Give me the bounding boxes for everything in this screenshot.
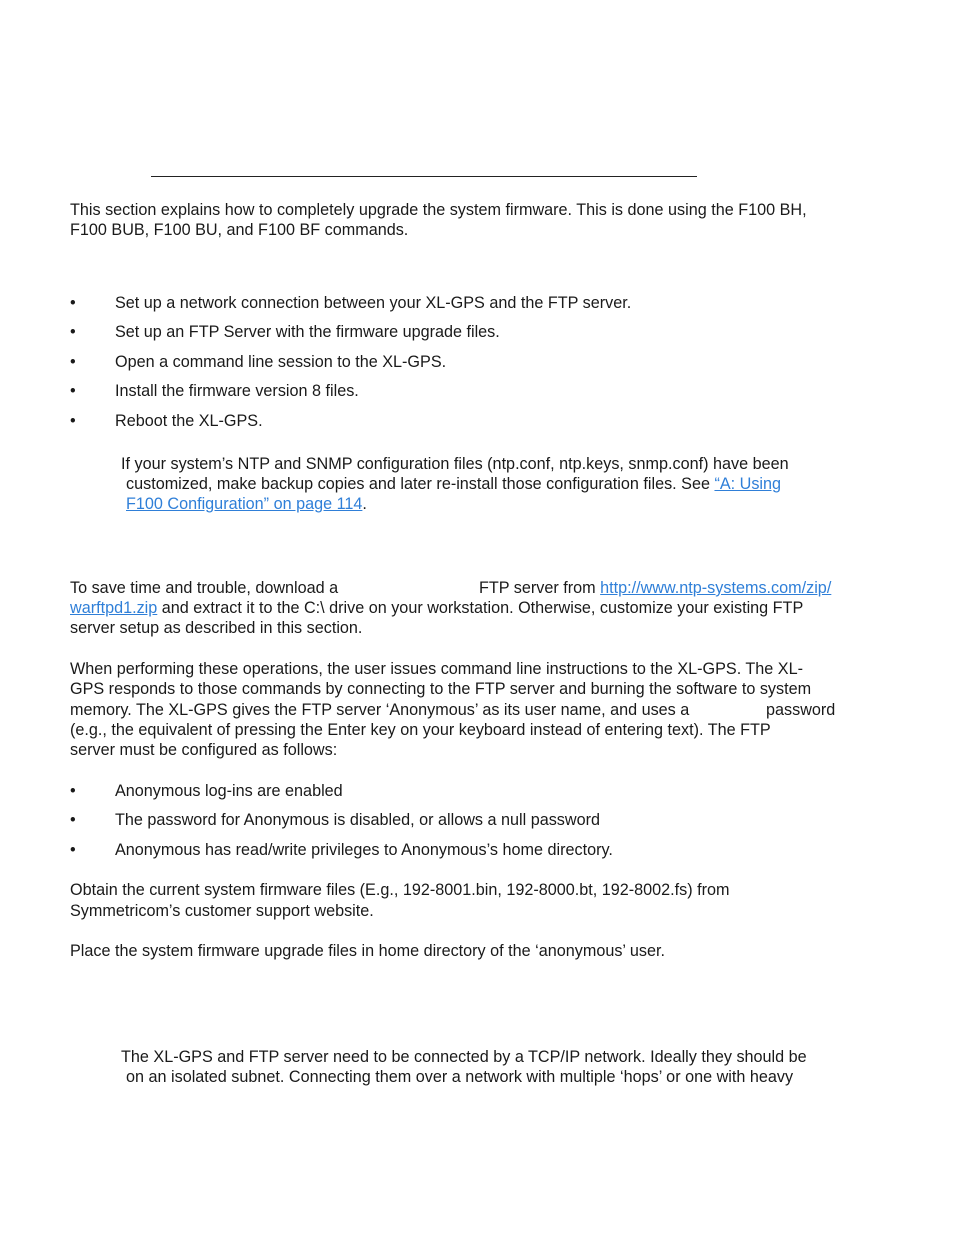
- intro-line-1: This section explains how to completely upgrade the system firmware. This is done using the F100 BH,: [70, 201, 807, 219]
- note-line-2-text: customized, make backup copies and later re-install those configuration files. See: [126, 475, 715, 493]
- ops-line-4: (e.g., the equivalent of pressing the Enter key on your keyboard instead of entering text). The FTP: [70, 721, 771, 739]
- step-text: Set up an FTP Server with the firmware upgrade files.: [115, 323, 500, 341]
- note-link-part-2[interactable]: F100 Configuration” on page 114: [126, 495, 363, 513]
- requirement-text: Anonymous has read/write privileges to Anonymous’s home directory.: [115, 841, 613, 859]
- note-line-1: If your system’s NTP and SNMP configuration files (ntp.conf, ntp.keys, snmp.conf) have been: [121, 455, 789, 473]
- bullet-marker: •: [70, 811, 76, 829]
- ops-line-3-start: memory. The XL-GPS gives the FTP server ‘Anonymous’ as its user name, and uses a: [70, 701, 690, 719]
- bullet-marker: •: [70, 382, 76, 400]
- note-line-3-text: .: [362, 495, 367, 513]
- bullet-marker: •: [70, 841, 76, 859]
- step-text: Set up a network connection between your XL-GPS and the FTP server.: [115, 294, 632, 312]
- requirement-text: The password for Anonymous is disabled, or allows a null password: [115, 811, 600, 829]
- place-line-1: Place the system firmware upgrade files in home directory of the ‘anonymous’ user.: [70, 942, 666, 960]
- network-line-2: on an isolated subnet. Connecting them over a network with multiple ‘hops’ or one with heavy: [126, 1068, 794, 1086]
- ops-line-1: When performing these operations, the user issues command line instructions to the XL-GPS. The XL-: [70, 660, 803, 678]
- obtain-line-2: Symmetricom’s customer support website.: [70, 902, 374, 920]
- ftp-download-link-part-1[interactable]: http://www.ntp-systems.com/zip/: [600, 579, 832, 597]
- bullet-marker: •: [70, 294, 76, 312]
- bullet-marker: •: [70, 782, 76, 800]
- ops-line-5: server must be configured as follows:: [70, 741, 338, 759]
- step-text: Install the firmware version 8 files.: [115, 382, 359, 400]
- ops-line-3-end: password: [766, 701, 836, 719]
- bullet-marker: •: [70, 412, 76, 430]
- ftp-line-3: server setup as described in this section.: [70, 619, 363, 637]
- step-text: Open a command line session to the XL-GPS.: [115, 353, 447, 371]
- intro-line-2: F100 BUB, F100 BU, and F100 BF commands.: [70, 221, 409, 239]
- ftp-line-1-mid: FTP server from: [479, 579, 601, 597]
- step-text: Reboot the XL-GPS.: [115, 412, 263, 430]
- note-link-part-1[interactable]: “A: Using: [714, 475, 782, 493]
- ftp-line-2: [70, 598, 803, 618]
- obtain-line-1: Obtain the current system firmware files (E.g., 192-8001.bin, 192-8000.bt, 192-8002.fs) from: [70, 881, 730, 899]
- ftp-line-2-text: and extract it to the C:\ drive on your workstation. Otherwise, customize your existing FTP: [157, 599, 804, 617]
- ftp-download-link-part-2[interactable]: warftpd1.zip: [70, 599, 158, 617]
- ops-line-2: GPS responds to those commands by connecting to the FTP server and burning the software to system: [70, 680, 812, 698]
- ftp-line-1-end: [479, 578, 831, 598]
- section-divider: [151, 176, 697, 177]
- note-line-3: [126, 494, 367, 514]
- note-line-2: [126, 474, 781, 494]
- requirement-text: Anonymous log-ins are enabled: [115, 782, 343, 800]
- bullet-marker: •: [70, 323, 76, 341]
- bullet-marker: •: [70, 353, 76, 371]
- network-line-1: The XL-GPS and FTP server need to be connected by a TCP/IP network. Ideally they should be: [121, 1048, 807, 1066]
- ftp-line-1-start: To save time and trouble, download a: [70, 579, 339, 597]
